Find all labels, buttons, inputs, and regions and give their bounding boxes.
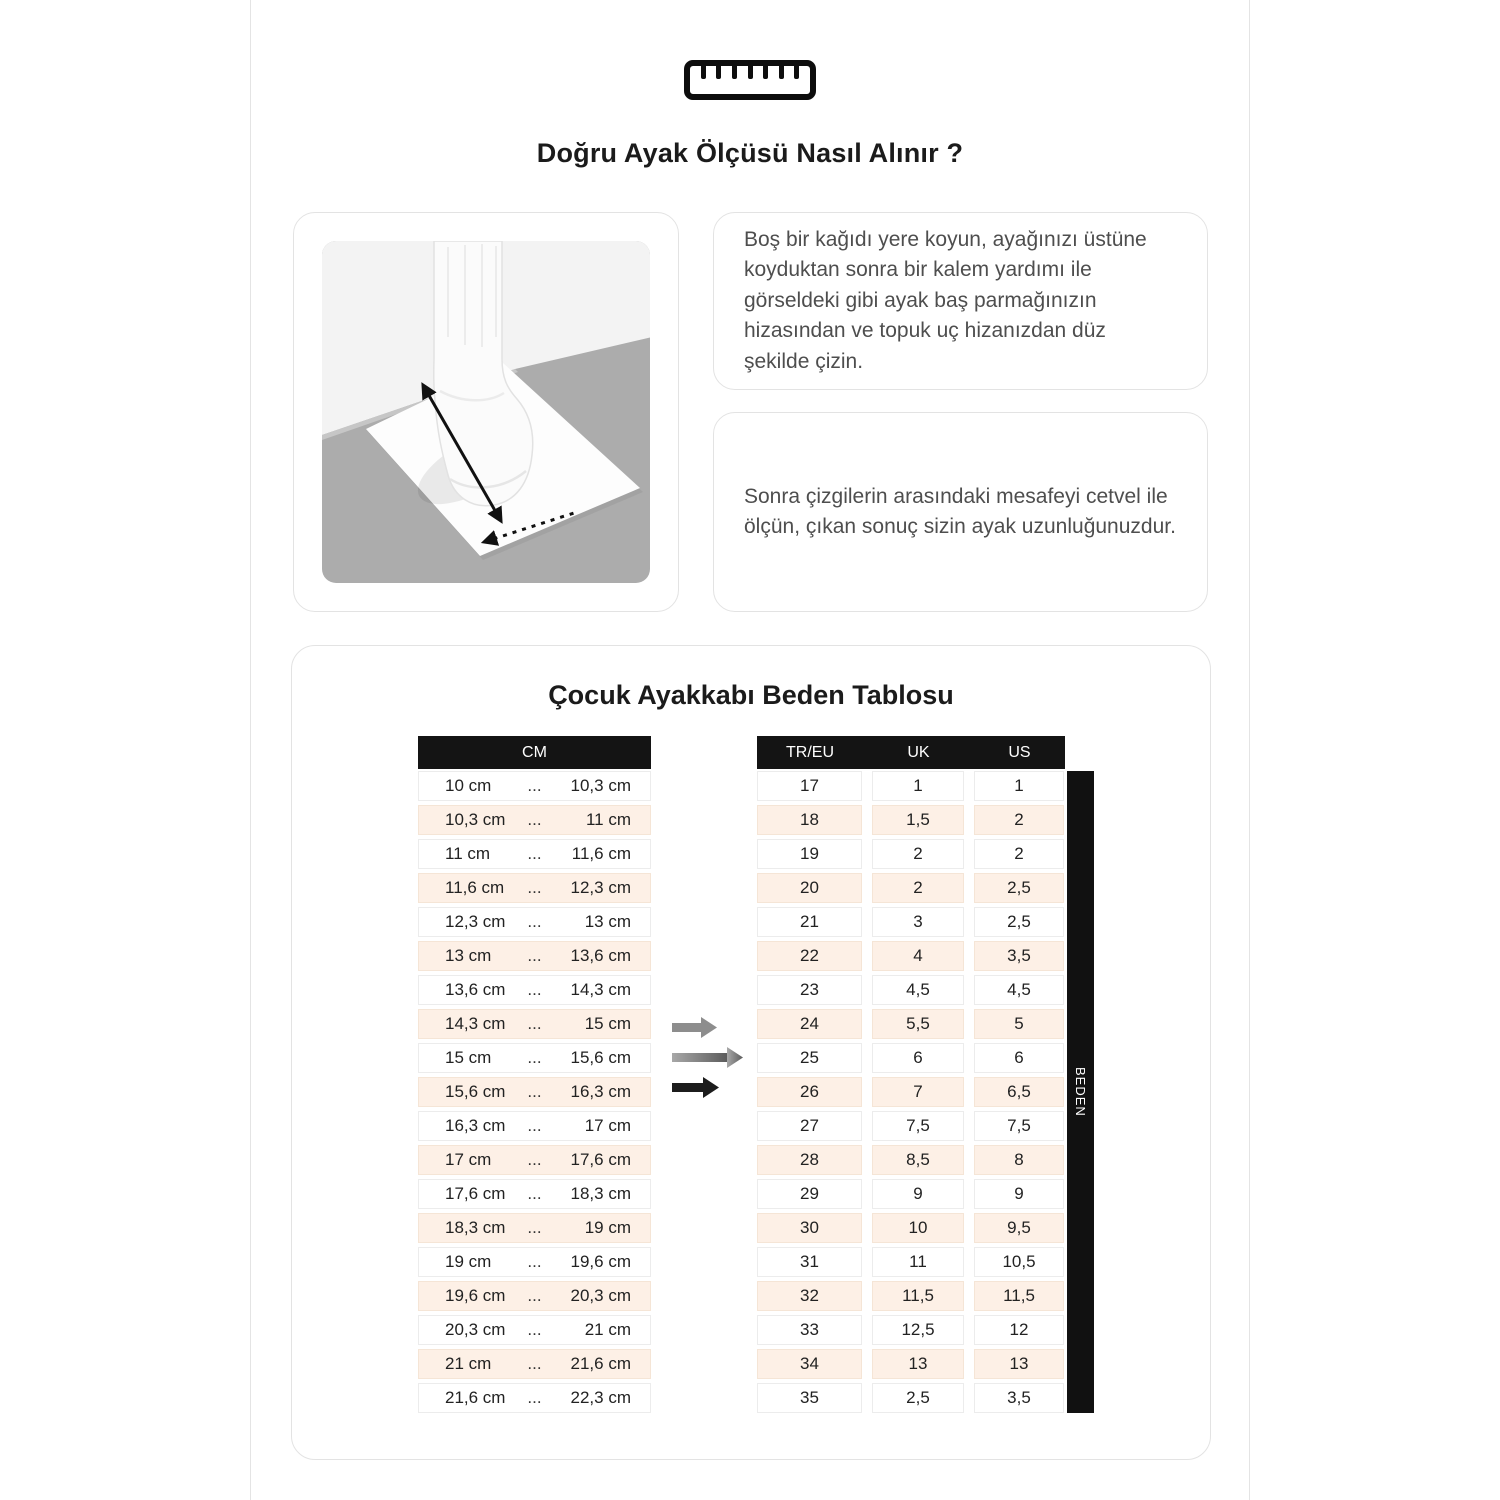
table-cell: 18,3 cm	[445, 1218, 506, 1237]
table-cell: 11 cm	[445, 844, 491, 863]
table-cell: 13,6 cm	[445, 980, 506, 999]
table-cell: 4	[872, 941, 964, 971]
table-row	[757, 1213, 1065, 1243]
table-cell: 7	[872, 1077, 964, 1107]
table-cell: 9	[872, 1179, 964, 1209]
table-row	[418, 1247, 651, 1277]
instruction-text-measure: Sonra çizgilerin arasındaki mesafeyi cetvel ile ölçün, çıkan sonuç sizin ayak uzunluğunuzdur.	[744, 484, 1176, 538]
instruction-text-draw: Boş bir kağıdı yere koyun, ayağınızı üstüne koyduktan sonra bir kalem yardımı ile görseldeki gibi ayak baş parmağınızın hizasından ve topuk uç hizanızdan düz şekilde çizin.	[744, 227, 1147, 373]
table-cell: 1	[872, 771, 964, 801]
table-cell: 9	[974, 1179, 1064, 1209]
table-cell: 13 cm	[584, 912, 631, 931]
table-cell: 15,6 cm	[570, 1048, 631, 1067]
size-chart-title: Çocuk Ayakkabı Beden Tablosu	[548, 680, 954, 710]
table-cell: ...	[527, 1320, 542, 1339]
table-row	[418, 839, 651, 869]
table-cell: 4,5	[872, 975, 964, 1005]
table-cell: 21 cm	[445, 1354, 492, 1373]
table-cell: 15,6 cm	[445, 1082, 506, 1101]
table-cell: 2,5	[974, 873, 1064, 903]
table-cell: 17,6 cm	[570, 1150, 631, 1169]
table-cell: 19,6 cm	[445, 1286, 506, 1305]
table-cell: 8	[974, 1145, 1064, 1175]
table-cell: 19,6 cm	[570, 1252, 631, 1271]
table-cell: ...	[527, 1286, 542, 1305]
table-row	[757, 1281, 1065, 1311]
table-cell: 3	[872, 907, 964, 937]
table-cell: 13	[974, 1349, 1064, 1379]
table-cell: 16,3 cm	[445, 1116, 506, 1135]
table-cell: 13 cm	[445, 946, 492, 965]
table-cell: 17 cm	[445, 1150, 492, 1169]
table-row	[757, 805, 1065, 835]
table-row	[418, 1077, 651, 1107]
table-cell: ...	[527, 1082, 542, 1101]
table-cell: 9,5	[974, 1213, 1064, 1243]
table-cell: 17,6 cm	[445, 1184, 506, 1203]
table-cell: ...	[527, 1354, 542, 1373]
table-row	[418, 1111, 651, 1141]
table-cell: 15 cm	[584, 1014, 631, 1033]
table-cell: 19 cm	[445, 1252, 492, 1271]
table-cell: 2,5	[974, 907, 1064, 937]
table-cell: 31	[757, 1247, 862, 1277]
table-cell: 7,5	[974, 1111, 1064, 1141]
table-cell: 4,5	[974, 975, 1064, 1005]
table-row	[757, 1179, 1065, 1209]
header-us: US	[1008, 743, 1031, 761]
table-cell: 20	[757, 873, 862, 903]
table-cell: 10	[872, 1213, 964, 1243]
table-cell: 21,6 cm	[445, 1388, 506, 1407]
table-row	[418, 907, 651, 937]
table-cell: 25	[757, 1043, 862, 1073]
beden-side-bar	[1067, 771, 1094, 1413]
table-cell: 26	[757, 1077, 862, 1107]
table-cell: 3,5	[974, 941, 1064, 971]
table-cell: 17 cm	[584, 1116, 631, 1135]
table-cell: 20,3 cm	[445, 1320, 506, 1339]
table-cell: 6	[974, 1043, 1064, 1073]
table-cell: 5,5	[872, 1009, 964, 1039]
table-row	[418, 941, 651, 971]
table-cell: 22	[757, 941, 862, 971]
table-row	[418, 1009, 651, 1039]
size-table-rows	[757, 771, 1065, 1417]
table-row	[418, 1315, 651, 1345]
table-row	[757, 839, 1065, 869]
table-cell: 21	[757, 907, 862, 937]
beden-label: BEDEN	[1073, 1067, 1088, 1117]
table-cell: 12	[974, 1315, 1064, 1345]
table-cell: 34	[757, 1349, 862, 1379]
table-cell: ...	[527, 912, 542, 931]
instruction-card-measure	[713, 412, 1208, 612]
table-cell: 10,3 cm	[570, 776, 631, 795]
table-cell: 27	[757, 1111, 862, 1141]
size-table-header	[757, 736, 1065, 769]
page-container	[250, 0, 1250, 1500]
table-row	[757, 1383, 1065, 1413]
table-cell: 10,3 cm	[445, 810, 506, 829]
table-cell: 3,5	[974, 1383, 1064, 1413]
table-cell: 6	[872, 1043, 964, 1073]
table-cell: ...	[527, 1252, 542, 1271]
table-cell: 15 cm	[445, 1048, 492, 1067]
table-cell: 29	[757, 1179, 862, 1209]
table-row	[418, 975, 651, 1005]
table-cell: 1,5	[872, 805, 964, 835]
table-cell: 2	[974, 839, 1064, 869]
table-cell: 2,5	[872, 1383, 964, 1413]
table-cell: ...	[527, 1014, 542, 1033]
table-cell: 2	[872, 839, 964, 869]
table-row	[418, 771, 651, 801]
size-chart-card	[291, 645, 1211, 1460]
table-cell: 11	[872, 1247, 964, 1277]
table-cell: 22,3 cm	[570, 1388, 631, 1407]
table-row	[418, 1179, 651, 1209]
table-cell: 24	[757, 1009, 862, 1039]
table-cell: 18	[757, 805, 862, 835]
table-cell: 13,6 cm	[570, 946, 631, 965]
table-row	[757, 873, 1065, 903]
table-cell: 11,6 cm	[571, 844, 631, 863]
table-cell: 30	[757, 1213, 862, 1243]
table-cell: 10 cm	[445, 776, 492, 795]
table-row	[418, 873, 651, 903]
table-cell: ...	[527, 1184, 542, 1203]
table-cell: 1	[974, 771, 1064, 801]
table-cell: 13	[872, 1349, 964, 1379]
table-cell: 20,3 cm	[570, 1286, 631, 1305]
table-cell: 32	[757, 1281, 862, 1311]
instruction-card-draw	[713, 212, 1208, 390]
table-cell: ...	[527, 946, 542, 965]
table-cell: ...	[527, 1388, 542, 1407]
cm-table-header	[418, 736, 651, 769]
table-cell: 19 cm	[584, 1218, 631, 1237]
table-cell: 18,3 cm	[570, 1184, 631, 1203]
foot-photo-illustration	[322, 241, 650, 583]
header-uk: UK	[907, 743, 930, 761]
ruler-icon	[684, 60, 816, 100]
cm-table-rows	[418, 771, 651, 1417]
cm-header-label: CM	[522, 743, 547, 761]
table-row	[757, 1043, 1065, 1073]
table-row	[418, 1145, 651, 1175]
table-cell: ...	[527, 878, 542, 897]
table-row	[757, 1145, 1065, 1175]
table-row	[418, 1281, 651, 1311]
foot-measure-photo-card	[293, 212, 679, 612]
foot-measure-photo	[322, 241, 650, 583]
table-cell: 21,6 cm	[570, 1354, 631, 1373]
table-cell: 12,3 cm	[570, 878, 631, 897]
table-row	[757, 1247, 1065, 1277]
table-cell: ...	[527, 1150, 542, 1169]
table-row	[757, 771, 1065, 801]
table-cell: ...	[527, 1048, 542, 1067]
table-cell: 33	[757, 1315, 862, 1345]
table-cell: ...	[527, 844, 542, 863]
table-row	[757, 1009, 1065, 1039]
table-cell: 11,5	[872, 1281, 964, 1311]
table-cell: 14,3 cm	[570, 980, 631, 999]
table-cell: 2	[872, 873, 964, 903]
table-cell: ...	[527, 1116, 542, 1135]
table-cell: ...	[527, 776, 542, 795]
table-cell: 2	[974, 805, 1064, 835]
page-title: Doğru Ayak Ölçüsü Nasıl Alınır ?	[536, 138, 964, 168]
table-row	[418, 1043, 651, 1073]
table-row	[757, 1111, 1065, 1141]
table-row	[757, 975, 1065, 1005]
table-cell: 35	[757, 1383, 862, 1413]
table-row	[418, 805, 651, 835]
table-cell: 11,5	[974, 1281, 1064, 1311]
table-cell: 17	[757, 771, 862, 801]
table-row	[757, 1077, 1065, 1107]
table-cell: 5	[974, 1009, 1064, 1039]
table-cell: 12,3 cm	[445, 912, 506, 931]
conversion-arrows-icon	[670, 1014, 750, 1102]
table-cell: 16,3 cm	[570, 1082, 631, 1101]
table-cell: 10,5	[974, 1247, 1064, 1277]
table-row	[418, 1213, 651, 1243]
table-cell: 28	[757, 1145, 862, 1175]
table-cell: 7,5	[872, 1111, 964, 1141]
table-row	[757, 1349, 1065, 1379]
table-cell: 11,6 cm	[445, 878, 505, 897]
table-cell: 19	[757, 839, 862, 869]
table-cell: 11 cm	[585, 810, 631, 829]
table-cell: ...	[527, 810, 542, 829]
table-row	[757, 941, 1065, 971]
table-cell: 14,3 cm	[445, 1014, 506, 1033]
table-cell: 6,5	[974, 1077, 1064, 1107]
table-cell: 8,5	[872, 1145, 964, 1175]
table-cell: ...	[527, 1218, 542, 1237]
table-row	[757, 1315, 1065, 1345]
table-row	[418, 1383, 651, 1413]
header-tr-eu: TR/EU	[786, 743, 834, 761]
table-cell: 21 cm	[584, 1320, 631, 1339]
table-cell: 12,5	[872, 1315, 964, 1345]
table-cell: 23	[757, 975, 862, 1005]
table-cell: ...	[527, 980, 542, 999]
table-row	[418, 1349, 651, 1379]
table-row	[757, 907, 1065, 937]
